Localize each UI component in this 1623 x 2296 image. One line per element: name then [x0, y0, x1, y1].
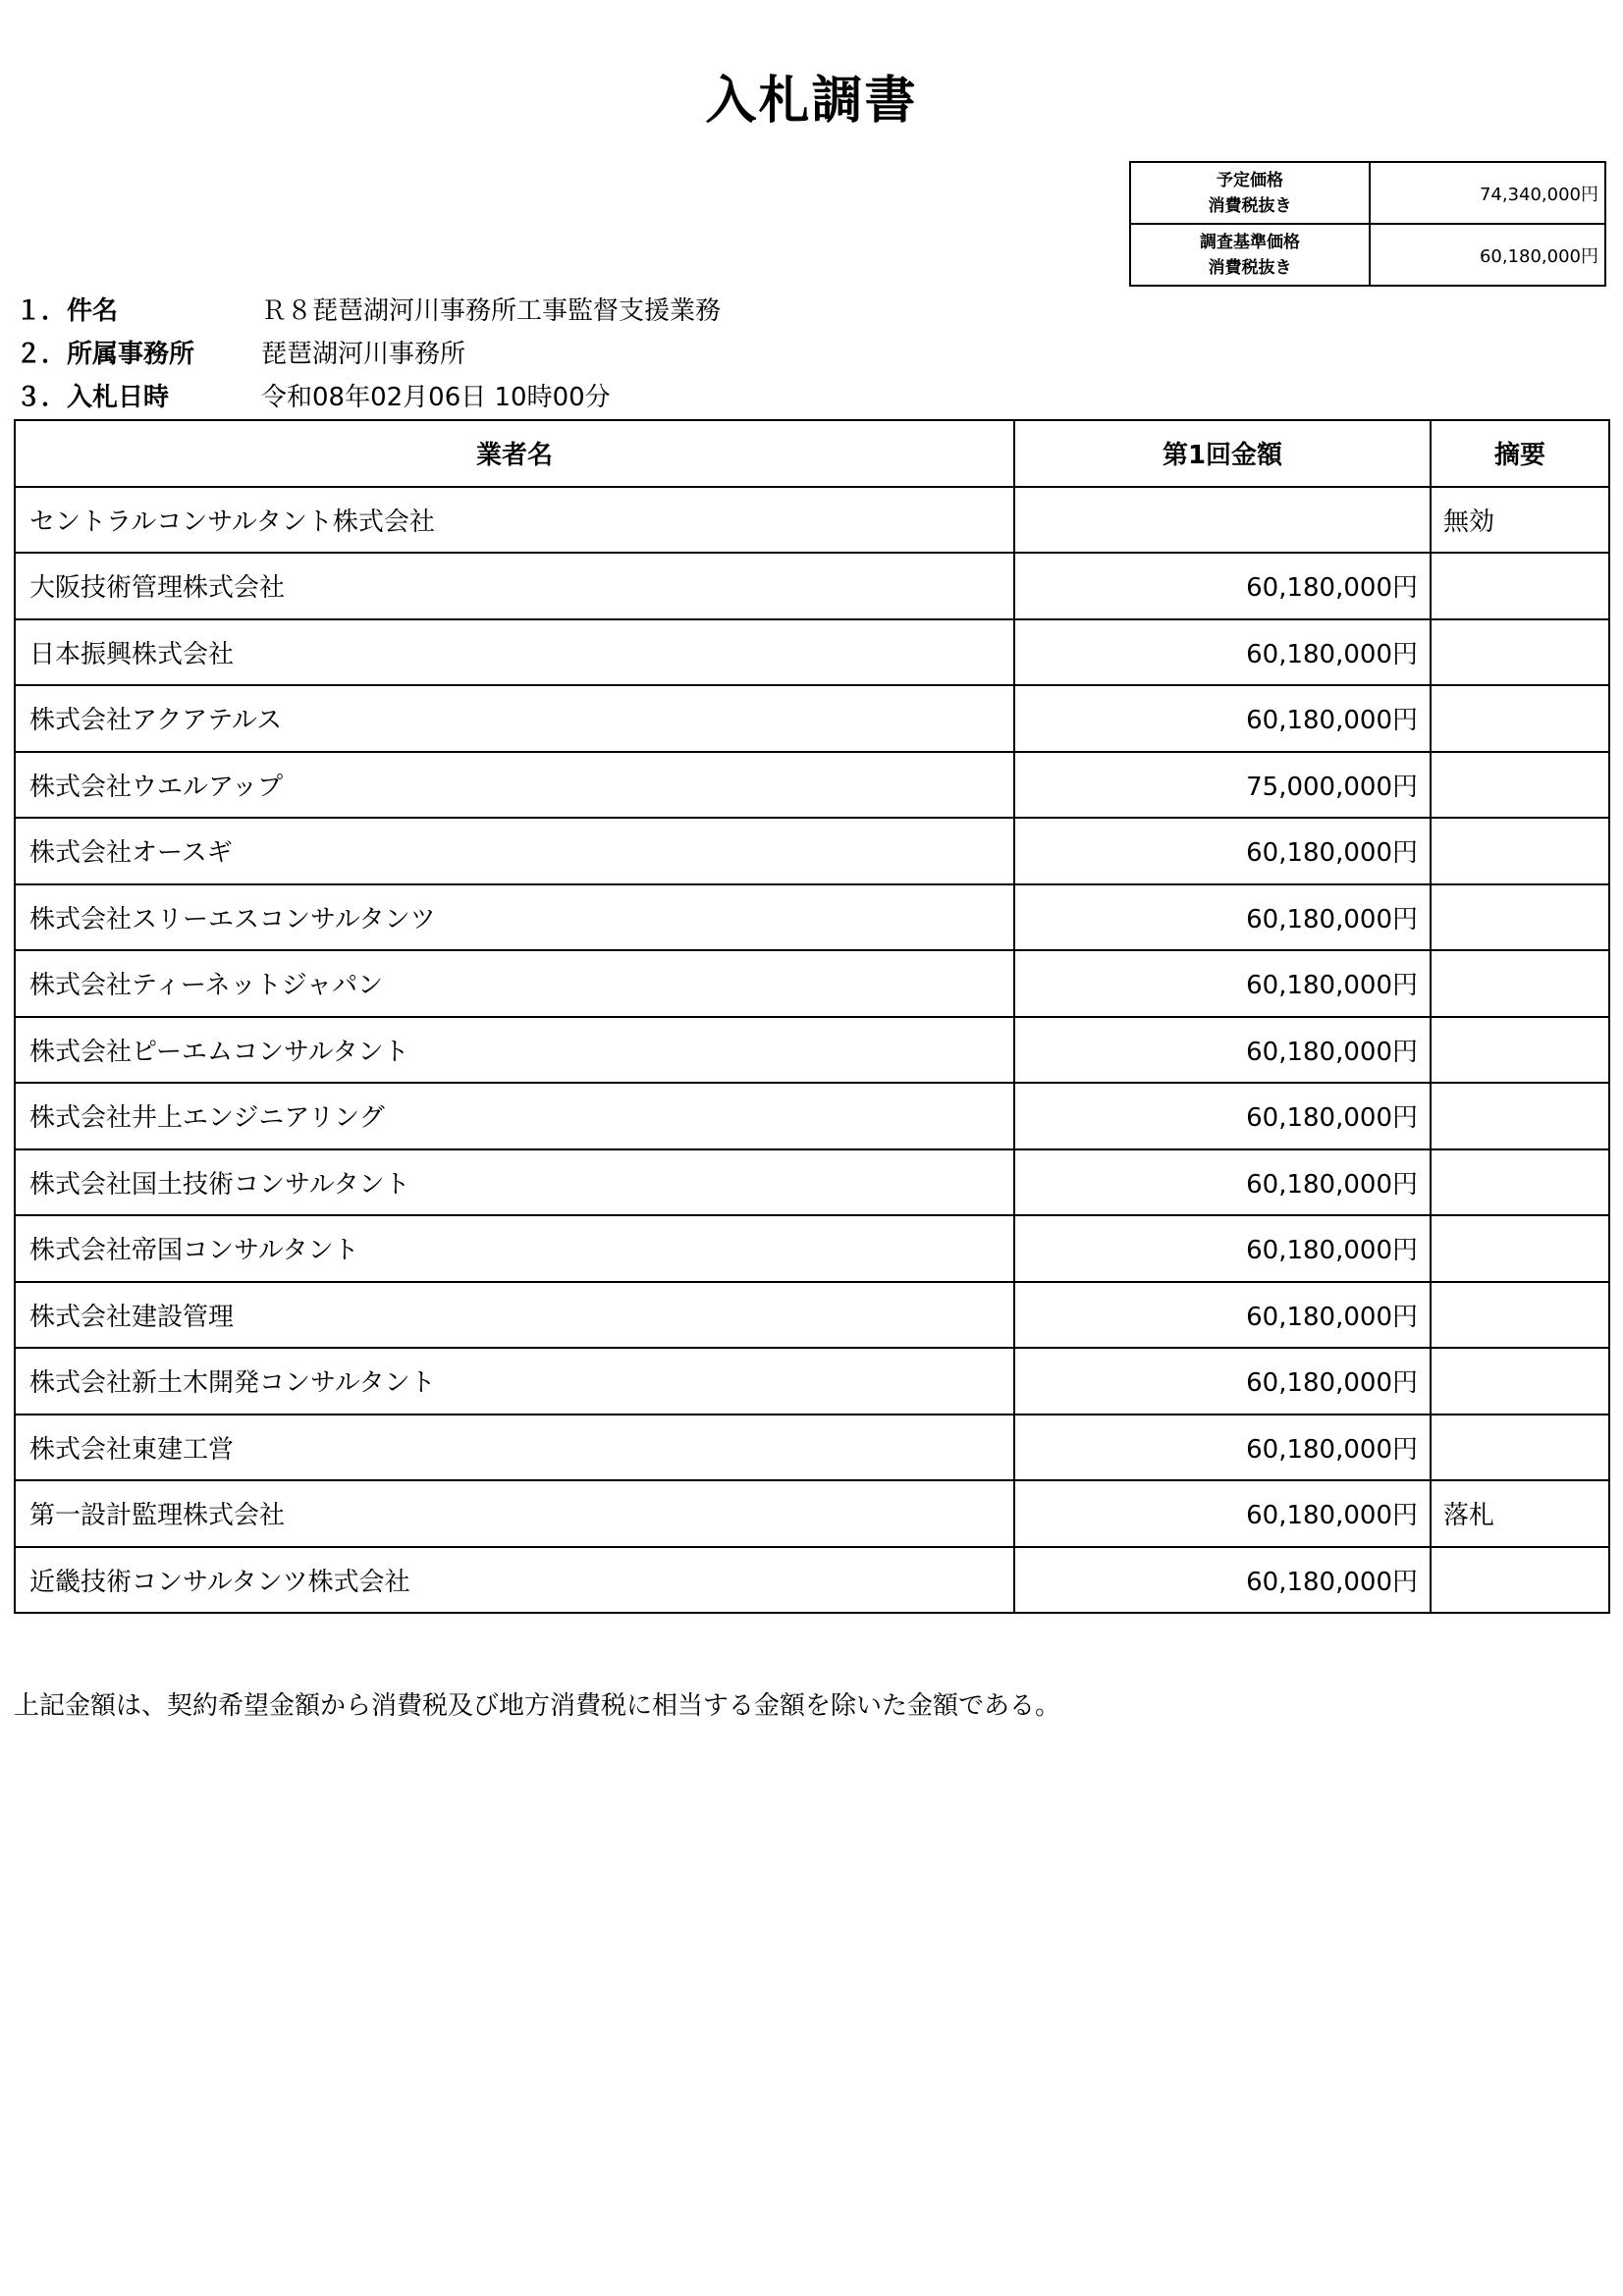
- header-company-name: 業者名: [15, 420, 1014, 487]
- info-item-office: [16, 338, 465, 371]
- survey-base-price-label: [1130, 224, 1370, 286]
- table-row: [15, 619, 1609, 686]
- company-name: 株式会社ピーエムコンサルタント: [15, 1017, 1014, 1084]
- bid-amount: 60,180,000円: [1014, 1017, 1431, 1084]
- table-row: [15, 553, 1609, 619]
- planned-price-value: 74,340,000円: [1370, 162, 1605, 224]
- bid-amount: 60,180,000円: [1014, 950, 1431, 1017]
- info-item-subject: [16, 294, 721, 328]
- table-row: [15, 1215, 1609, 1282]
- table-row: [15, 1348, 1609, 1415]
- survey-base-price-row: [1130, 224, 1605, 286]
- bid-amount: 60,180,000円: [1014, 818, 1431, 884]
- survey-base-price-value: 60,180,000円: [1370, 224, 1605, 286]
- bid-remarks: [1431, 752, 1609, 819]
- planned-price-row: [1130, 162, 1605, 224]
- bid-remarks: [1431, 1282, 1609, 1349]
- bid-amount: 60,180,000円: [1014, 884, 1431, 951]
- company-name: 株式会社井上エンジニアリング: [15, 1083, 1014, 1149]
- header-first-amount: 第1回金額: [1014, 420, 1431, 487]
- info-item-office-value: 琵琶湖河川事務所: [261, 340, 466, 369]
- table-row: [15, 487, 1609, 554]
- planned-price-label: [1130, 162, 1370, 224]
- bid-amount: 60,180,000円: [1014, 1149, 1431, 1216]
- bid-amount: 60,180,000円: [1014, 1282, 1431, 1349]
- company-name: 株式会社建設管理: [15, 1282, 1014, 1349]
- survey-base-price-label-line2: 消費税抜き: [1208, 257, 1292, 278]
- table-row: [15, 752, 1609, 819]
- bid-amount: 60,180,000円: [1014, 685, 1431, 752]
- planned-price-label-line2: 消費税抜き: [1208, 195, 1292, 216]
- info-item-bid-datetime: [16, 381, 611, 414]
- bid-remarks: [1431, 685, 1609, 752]
- company-name: 株式会社アクアテルス: [15, 685, 1014, 752]
- footnote: 上記金額は、契約希望金額から消費税及び地方消費税に相当する金額を除いた金額である。: [14, 1691, 1061, 1721]
- info-item-bid-datetime-key: ３．入札日時: [16, 383, 170, 412]
- table-row: [15, 685, 1609, 752]
- bid-amount: 75,000,000円: [1014, 752, 1431, 819]
- bid-remarks: [1431, 1415, 1609, 1481]
- company-name: 株式会社オースギ: [15, 818, 1014, 884]
- bid-amount: 60,180,000円: [1014, 1547, 1431, 1614]
- company-name: 日本振興株式会社: [15, 619, 1014, 686]
- bid-results-table: [14, 419, 1610, 1614]
- company-name: 株式会社スリーエスコンサルタンツ: [15, 884, 1014, 951]
- table-row: [15, 1083, 1609, 1149]
- bid-remarks: [1431, 950, 1609, 1017]
- table-row: [15, 1547, 1609, 1614]
- table-row: [15, 818, 1609, 884]
- info-item-subject-key: １．件名: [16, 296, 119, 326]
- document-title: 入札調書: [705, 72, 918, 131]
- bid-remarks: [1431, 1149, 1609, 1216]
- company-name: 株式会社ティーネットジャパン: [15, 950, 1014, 1017]
- bid-amount: 60,180,000円: [1014, 1480, 1431, 1547]
- company-name: 株式会社東建工営: [15, 1415, 1014, 1481]
- bid-remarks: [1431, 1215, 1609, 1282]
- company-name: 株式会社ウエルアップ: [15, 752, 1014, 819]
- bid-amount: 60,180,000円: [1014, 1215, 1431, 1282]
- company-name: 第一設計監理株式会社: [15, 1480, 1014, 1547]
- company-name: 株式会社国土技術コンサルタント: [15, 1149, 1014, 1216]
- table-row: [15, 1480, 1609, 1547]
- header-remarks: 摘要: [1431, 420, 1609, 487]
- survey-base-price-label-line1: 調査基準価格: [1200, 232, 1300, 252]
- table-row: [15, 884, 1609, 951]
- info-item-office-key: ２．所属事務所: [16, 340, 195, 369]
- bid-amount: 60,180,000円: [1014, 1348, 1431, 1415]
- bid-remarks: [1431, 1348, 1609, 1415]
- bid-amount: 60,180,000円: [1014, 1083, 1431, 1149]
- table-row: [15, 950, 1609, 1017]
- info-item-subject-value: Ｒ８琵琶湖河川事務所工事監督支援業務: [261, 296, 722, 326]
- table-row: [15, 1149, 1609, 1216]
- bid-remarks: [1431, 1083, 1609, 1149]
- bid-amount: 60,180,000円: [1014, 553, 1431, 619]
- bid-amount: 60,180,000円: [1014, 619, 1431, 686]
- table-row: [15, 1415, 1609, 1481]
- company-name: 近畿技術コンサルタンツ株式会社: [15, 1547, 1014, 1614]
- bid-remarks: [1431, 1017, 1609, 1084]
- table-row: [15, 1017, 1609, 1084]
- company-name: 大阪技術管理株式会社: [15, 553, 1014, 619]
- bid-remarks: [1431, 619, 1609, 686]
- company-name: セントラルコンサルタント株式会社: [15, 487, 1014, 554]
- table-header-row: [15, 420, 1609, 487]
- bid-remarks: [1431, 884, 1609, 951]
- planned-price-label-line1: 予定価格: [1217, 170, 1283, 190]
- bid-remarks: [1431, 818, 1609, 884]
- table-row: [15, 1282, 1609, 1349]
- bid-amount: [1014, 487, 1431, 554]
- bid-remarks: 落札: [1431, 1480, 1609, 1547]
- bid-remarks: [1431, 553, 1609, 619]
- bid-amount: 60,180,000円: [1014, 1415, 1431, 1481]
- bid-remarks: 無効: [1431, 487, 1609, 554]
- info-item-bid-datetime-value: 令和08年02月06日 10時00分: [261, 383, 611, 412]
- price-summary-box: [1129, 161, 1606, 287]
- company-name: 株式会社新土木開発コンサルタント: [15, 1348, 1014, 1415]
- bid-remarks: [1431, 1547, 1609, 1614]
- company-name: 株式会社帝国コンサルタント: [15, 1215, 1014, 1282]
